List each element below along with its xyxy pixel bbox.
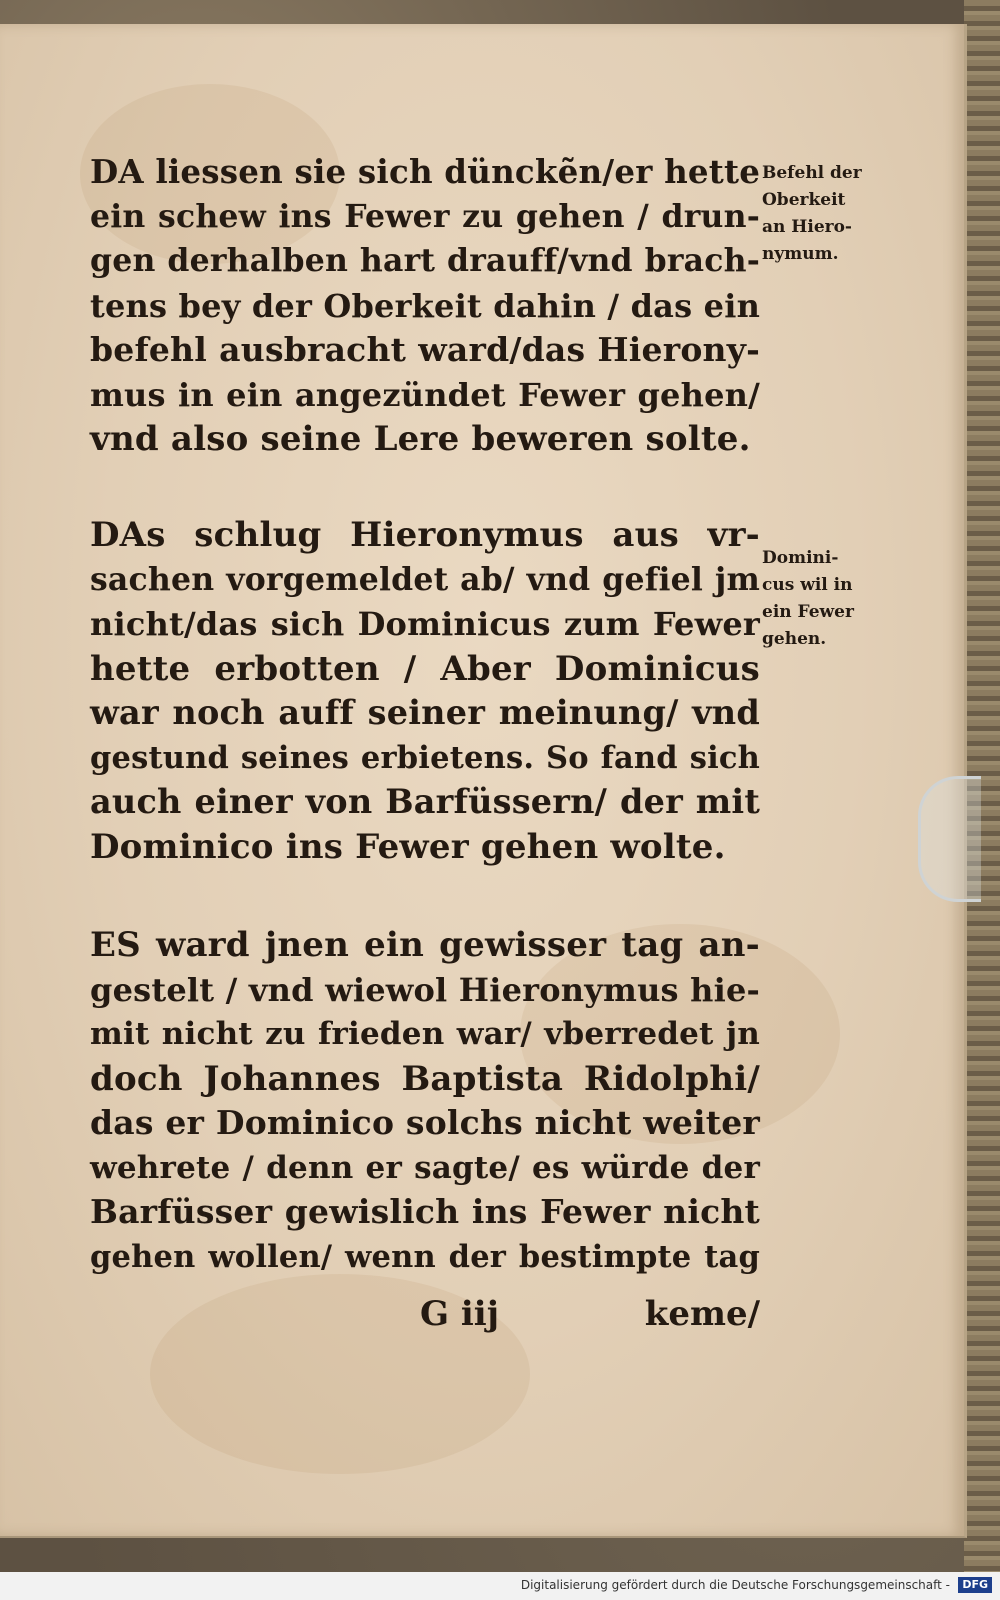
text-line: gen derhalben hart drauff/vnd brach- xyxy=(90,242,760,279)
paragraph-3 xyxy=(90,923,760,1279)
text-line: ein schew ins Fewer zu gehen / drun- xyxy=(90,197,760,235)
credit-text: Digitalisierung gefördert durch die Deutsche Forschungsgemeinschaft - xyxy=(520,1578,950,1592)
paragraph-1 xyxy=(90,150,760,462)
marginal-line: gehen. xyxy=(762,629,827,649)
text-line: wehrete / denn er sagte/ es würde der xyxy=(90,1149,760,1186)
paragraph-2 xyxy=(90,513,760,869)
credit-bar xyxy=(0,1572,1000,1600)
text-line: tens bey der Oberkeit dahin / das ein xyxy=(90,286,761,325)
text-line: vnd also seine Lere beweren solte. xyxy=(90,419,751,459)
text-line: mus in ein angezündet Fewer gehen/ xyxy=(90,375,760,414)
dfg-logo[interactable]: DFG xyxy=(958,1577,992,1593)
marginal-line: an Hiero- xyxy=(762,217,852,237)
text-line: Barfüsser gewislich ins Fewer nicht xyxy=(90,1192,760,1231)
marginal-line: cus wil in xyxy=(762,575,853,595)
text-line: gestelt / vnd wiewol Hieronymus hie- xyxy=(90,970,760,1009)
text-line: DAs schlug Hieronymus aus vr- xyxy=(90,515,760,555)
catchword: keme/ xyxy=(644,1294,760,1334)
marginal-line: Domini- xyxy=(762,548,839,568)
text-line: hette erbotten / Aber Dominicus xyxy=(90,648,760,689)
text-line: DA liessen sie sich dünckẽn/er hette xyxy=(90,152,761,191)
text-line: mit nicht zu frieden war/ vberredet jn xyxy=(90,1016,760,1052)
marginal-line: Oberkeit xyxy=(762,190,846,210)
text-line: gestund seines erbietens. So fand sich xyxy=(90,739,760,776)
text-line: auch einer von Barfüssern/ der mit xyxy=(90,782,760,821)
signature-mark: G iij xyxy=(420,1294,500,1334)
text-line: Dominico ins Fewer gehen wolte. xyxy=(90,826,726,867)
text-line: das er Dominico solchs nicht weiter xyxy=(90,1103,760,1142)
text-line: war noch auff seiner meinung/ vnd xyxy=(90,693,760,732)
text-line: befehl ausbracht ward/das Hierony- xyxy=(90,330,760,369)
page-footer xyxy=(90,1294,760,1338)
text-line: doch Johannes Baptista Ridolphi/ xyxy=(90,1058,760,1099)
marginal-line: nymum. xyxy=(762,244,839,264)
page-clip xyxy=(918,776,981,902)
text-line: gehen wollen/ wenn der bestimpte tag xyxy=(90,1238,760,1275)
text-line: nicht/das sich Dominicus zum Fewer xyxy=(90,605,760,643)
marginal-line: ein Fewer xyxy=(762,602,854,622)
marginal-note-1 xyxy=(762,160,902,268)
marginal-note-2 xyxy=(762,545,902,653)
text-line: sachen vorgemeldet ab/ vnd gefiel jm xyxy=(90,560,760,598)
text-line: ES ward jnen ein gewisser tag an- xyxy=(90,925,760,965)
marginal-line: Befehl der xyxy=(762,163,862,183)
